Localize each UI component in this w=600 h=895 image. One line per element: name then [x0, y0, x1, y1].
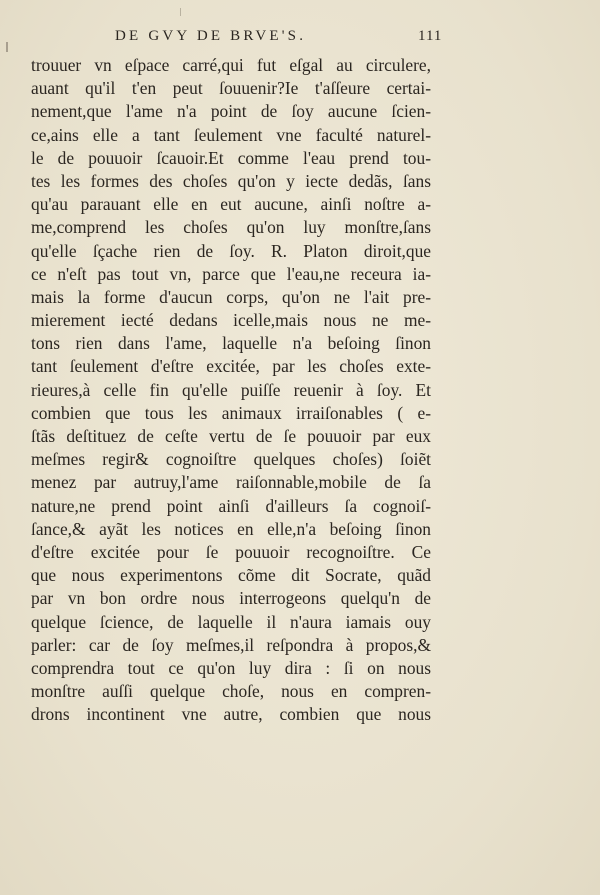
running-title: DE GVY DE BRVE'S. — [115, 28, 307, 44]
text-line: monſtre auſſi quelque choſe, nous en compren- — [31, 681, 431, 702]
text-line: meſmes regir& cognoiſtre quelques choſes) ſoiẽt — [31, 449, 431, 470]
text-line: tons rien dans l'ame, laquelle n'a beſoing ſinon — [31, 333, 431, 354]
running-head — [0, 28, 600, 52]
text-line: d'eſtre excitée pour ſe pouuoir recognoiſtre. Ce — [31, 541, 431, 562]
text-line: ce,ains elle a tant ſeulement vne faculté naturel- — [31, 124, 431, 145]
text-line: que nous experimentons cõme dit Socrate, quãd — [31, 565, 431, 586]
text-line: nement,que l'ame n'a point de ſoy aucune ſcien- — [31, 101, 431, 122]
text-line: drons incontinent vne autre, combien que nous — [31, 704, 431, 725]
page-number: 111 — [418, 28, 443, 44]
text-line: ſtãs deſtituez de ceſte vertu de ſe pouuoir par eux — [31, 426, 431, 446]
text-line: rieures,à celle fin qu'elle puiſſe reuenir à ſoy. Et — [31, 379, 431, 400]
text-line: tant ſeulement d'eſtre excitée, par les choſes exte- — [31, 356, 431, 377]
text-line: par vn bon ordre nous interrogeons quelqu'n de — [31, 588, 431, 609]
text-line: le de pouuoir ſcauoir.Et comme l'eau prend tou- — [31, 147, 431, 168]
text-line: trouuer vn eſpace carré,qui fut eſgal au circulere, — [31, 55, 431, 75]
text-line: parler: car de ſoy meſmes,il reſpondra à propos,& — [31, 634, 431, 655]
header-tick — [180, 8, 181, 16]
text-line: ſance,& ayãt les notices en elle,n'a beſoing ſinon — [31, 518, 431, 539]
text-line: me,comprend les choſes qu'on luy monſtre,ſans — [31, 217, 431, 238]
text-line: qu'au parauant elle en eut aucune, ainſi noſtre a- — [31, 194, 431, 215]
text-line: ce n'eſt pas tout vn, parce que l'eau,ne receura ia- — [31, 263, 431, 284]
text-line: tes les formes des choſes qu'on y iecte dedãs, ſans — [31, 170, 431, 191]
text-line: nature,ne prend point ainſi d'ailleurs ſa cognoiſ- — [31, 495, 431, 516]
text-line: combien que tous les animaux irraiſonables ( e- — [31, 402, 431, 423]
text-line: quelque ſcience, de laquelle il n'aura iamais ouy — [31, 611, 431, 632]
text-line: auant qu'il t'en peut ſouuenir?Ie t'aſſeure certai- — [31, 78, 431, 99]
text-line: qu'elle ſçache rien de ſoy. R. Platon diroit,que — [31, 240, 431, 261]
body-text — [31, 54, 431, 726]
text-line: mais la forme d'aucun corps, qu'on ne l'ait pre- — [31, 286, 431, 307]
text-line: menez par autruy,l'ame raiſonnable,mobile de ſa — [31, 472, 431, 493]
text-line: comprendra tout ce qu'on luy dira : ſi on nous — [31, 657, 431, 678]
text-line: mierement iecté dedans icelle,mais nous ne me- — [31, 310, 431, 331]
